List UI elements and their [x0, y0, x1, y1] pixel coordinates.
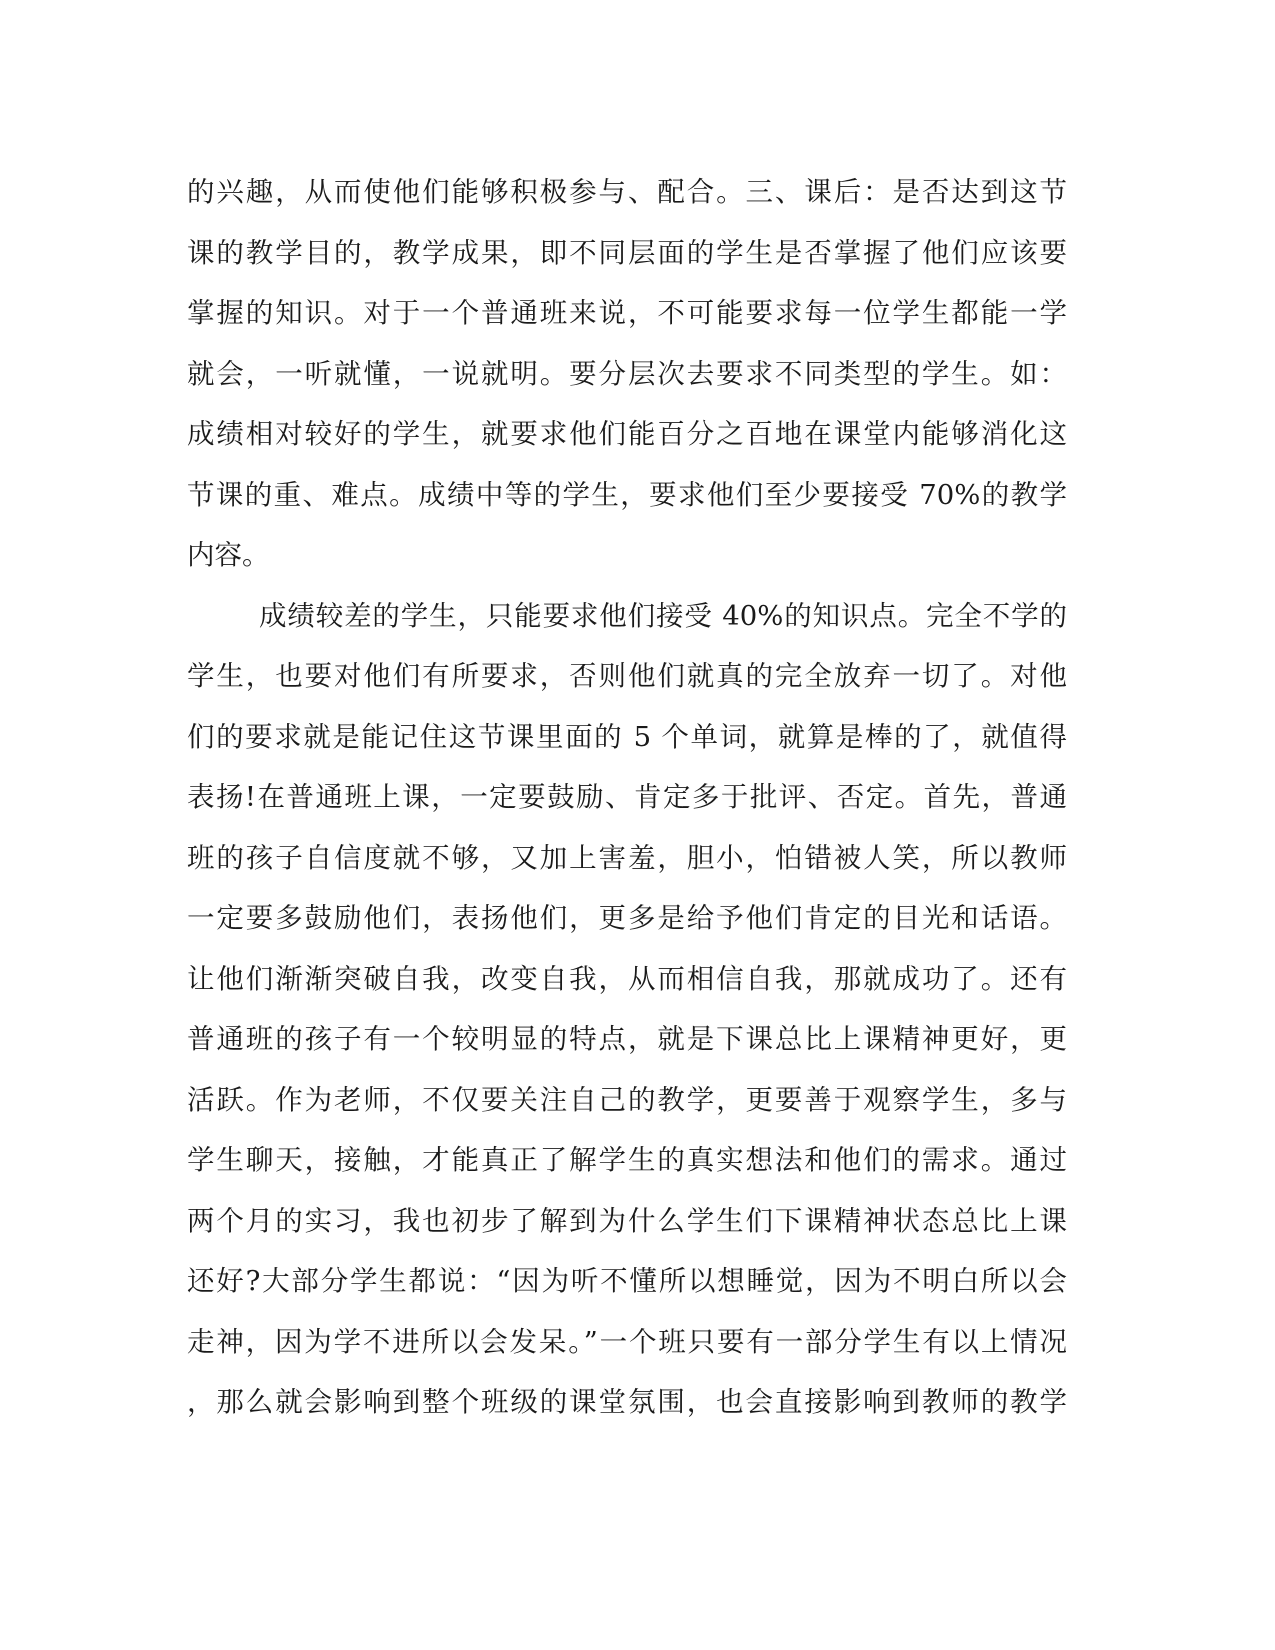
paragraph-2 — [187, 586, 1067, 1433]
text-line: 活跃。作为老师，不仅要关注自己的教学，更要善于观察学生，多与 — [187, 1083, 1067, 1116]
text-line: 一定要多鼓励他们，表扬他们，更多是给予他们肯定的目光和话语。 — [187, 902, 1067, 934]
text-line: 就会，一听就懂，一说就明。要分层次去要求不同类型的学生。如： — [187, 357, 1067, 390]
text-line: 班的孩子自信度就不够，又加上害羞，胆小，怕错被人笑，所以教师 — [187, 841, 1067, 874]
text-line: 成绩相对较好的学生，就要求他们能百分之百地在课堂内能够消化这 — [187, 418, 1067, 450]
text-line: 让他们渐渐突破自我，改变自我，从而相信自我，那就成功了。还有 — [187, 962, 1067, 995]
text-line: 的兴趣，从而使他们能够积极参与、配合。三、课后：是否达到这节 — [187, 176, 1067, 208]
text-line: 内容。 — [187, 539, 270, 571]
text-line: 成绩较差的学生，只能要求他们接受 40%的知识点。完全不学的 — [259, 599, 1067, 632]
text-line: 节课的重、难点。成绩中等的学生，要求他们至少要接受 70%的教学 — [187, 478, 1067, 511]
text-line: 学生，也要对他们有所要求，否则他们就真的完全放弃一切了。对他 — [187, 660, 1067, 692]
text-line: 课的教学目的，教学成果，即不同层面的学生是否掌握了他们应该要 — [187, 236, 1067, 269]
text-line: 还好?大部分学生都说：“因为听不懂所以想睡觉，因为不明白所以会 — [187, 1265, 1067, 1297]
text-line: 掌握的知识。对于一个普通班来说，不可能要求每一位学生都能一学 — [187, 297, 1067, 329]
text-line: ，那么就会影响到整个班级的课堂氛围，也会直接影响到教师的教学 — [187, 1386, 1067, 1418]
text-line: 们的要求就是能记住这节课里面的 5 个单词，就算是棒的了，就值得 — [187, 720, 1067, 753]
paragraph-1 — [187, 162, 1067, 586]
text-line: 普通班的孩子有一个较明显的特点，就是下课总比上课精神更好，更 — [187, 1023, 1067, 1055]
text-line: 走神，因为学不进所以会发呆。”一个班只要有一部分学生有以上情况 — [187, 1325, 1067, 1358]
text-line: 表扬!在普通班上课，一定要鼓励、肯定多于批评、否定。首先，普通 — [187, 781, 1067, 813]
text-line: 两个月的实习，我也初步了解到为什么学生们下课精神状态总比上课 — [187, 1204, 1067, 1237]
document-body — [187, 162, 1067, 1433]
text-line: 学生聊天，接触，才能真正了解学生的真实想法和他们的需求。通过 — [187, 1144, 1067, 1176]
